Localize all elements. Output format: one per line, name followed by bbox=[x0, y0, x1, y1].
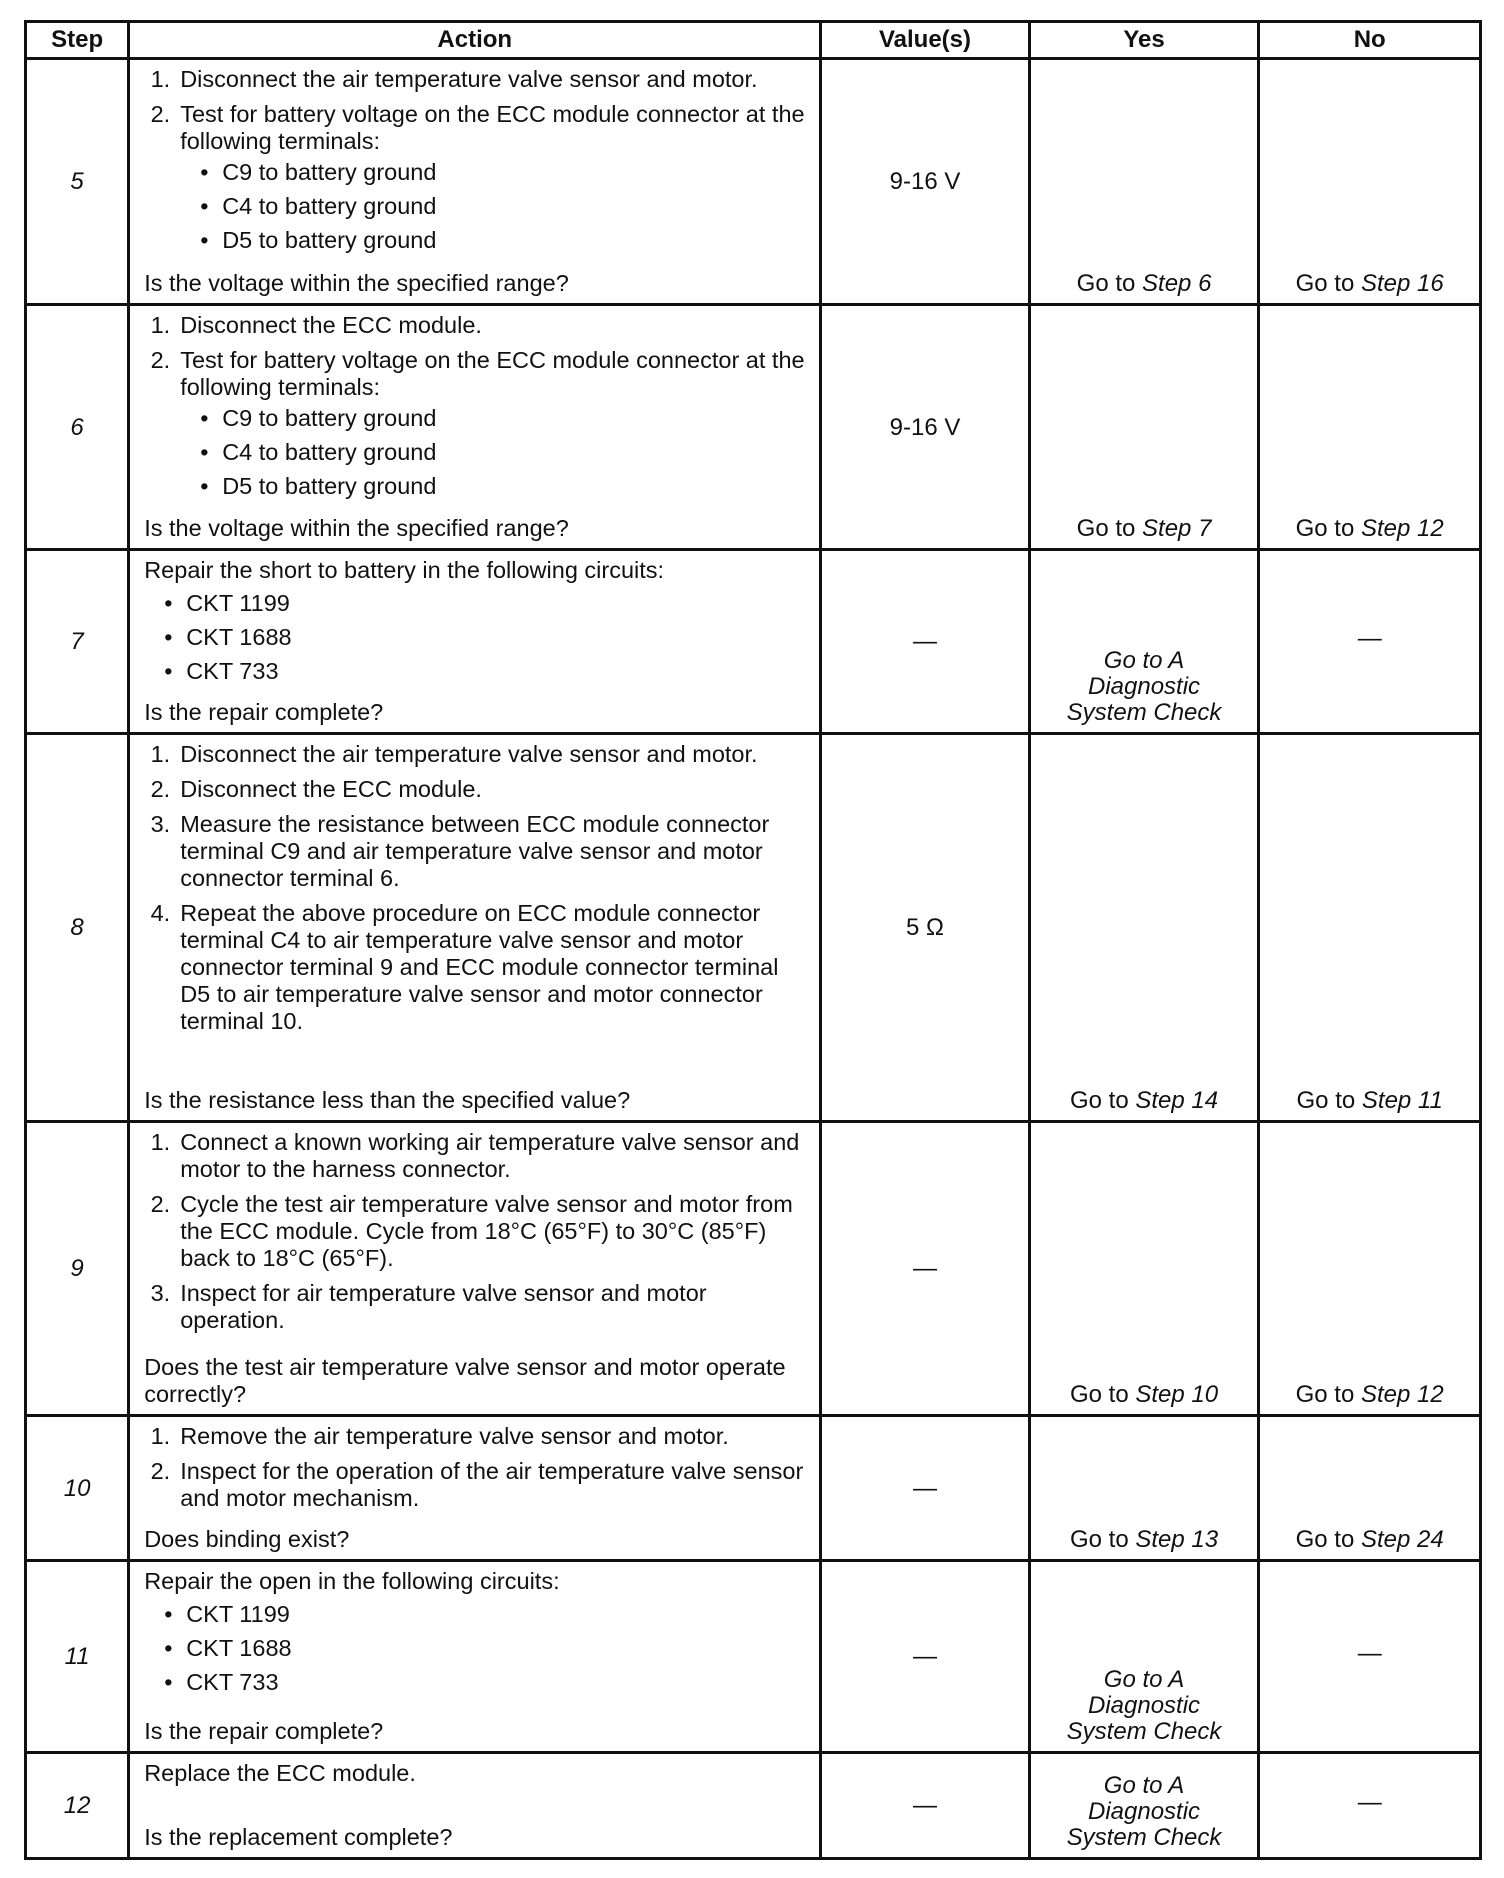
yes-cell bbox=[1029, 1561, 1259, 1753]
action-cell bbox=[129, 1121, 821, 1415]
yes-cell: Go to Step 6 bbox=[1029, 59, 1259, 305]
bullet-item: • D5 to battery ground bbox=[200, 227, 809, 254]
yes-cell: Go to Step 13 bbox=[1029, 1416, 1259, 1561]
bullet-item: • CKT 1688 bbox=[164, 624, 809, 651]
list-item: 2. Inspect for the operation of the air temperature valve sensor and motor mechanism. bbox=[150, 1458, 804, 1512]
check-link[interactable]: Go to A Diagnostic System Check bbox=[1066, 1772, 1222, 1851]
step-number: 7 bbox=[26, 550, 129, 734]
step-number: 8 bbox=[26, 734, 129, 1122]
value-cell: — bbox=[821, 1561, 1029, 1753]
action-cell bbox=[129, 550, 821, 734]
step-number: 12 bbox=[26, 1753, 129, 1859]
check-link[interactable]: Go to A Diagnostic System Check bbox=[1066, 1666, 1222, 1746]
no-cell: Go to Step 24 bbox=[1259, 1416, 1481, 1561]
action-cell bbox=[129, 1561, 821, 1753]
yes-cell bbox=[1029, 550, 1259, 734]
check-link[interactable]: Go to A Diagnostic System Check bbox=[1066, 647, 1222, 727]
question-text: Is the resistance less than the specified value? bbox=[144, 1086, 631, 1113]
diagnostic-table bbox=[24, 20, 1482, 1860]
value-cell: — bbox=[821, 1416, 1029, 1561]
question-text: Is the voltage within the specified range? bbox=[144, 515, 569, 542]
step-number: 10 bbox=[26, 1416, 129, 1561]
step-number: 6 bbox=[26, 304, 129, 550]
step-link[interactable]: Step 14 bbox=[1135, 1086, 1219, 1114]
table-row bbox=[26, 1416, 1481, 1561]
bullet-list bbox=[180, 159, 809, 254]
list-item: 2. Test for battery voltage on the ECC module connector at the following terminals: • C9 to battery ground • C4 to battery ground • D5 to battery ground bbox=[172, 347, 809, 500]
step-number: 11 bbox=[26, 1561, 129, 1753]
step-link[interactable]: Step 13 bbox=[1135, 1526, 1219, 1554]
action-cell bbox=[129, 1416, 821, 1561]
step-number: 9 bbox=[26, 1121, 129, 1415]
table-row bbox=[26, 734, 1481, 1122]
procedure-list bbox=[144, 312, 809, 500]
procedure-list bbox=[144, 1129, 809, 1334]
list-item: 3. Measure the resistance between ECC module connector terminal C9 and air temperature valve sensor and motor connector terminal 6. bbox=[150, 811, 770, 892]
step-link[interactable]: Step 12 bbox=[1361, 515, 1444, 543]
list-item: 2. Test for battery voltage on the ECC module connector at the following terminals: • C9 to battery ground • C4 to battery ground • D5 to battery ground bbox=[172, 101, 809, 254]
header-step: Step bbox=[26, 22, 129, 59]
step-number: 5 bbox=[26, 59, 129, 305]
step-link[interactable]: Step 7 bbox=[1142, 515, 1212, 543]
table-row bbox=[26, 1753, 1481, 1859]
procedure-list bbox=[144, 66, 809, 254]
yes-cell: Go to Step 14 bbox=[1029, 734, 1259, 1122]
bullet-item: • C4 to battery ground bbox=[200, 439, 809, 466]
header-no: No bbox=[1259, 22, 1481, 59]
action-cell bbox=[129, 1753, 821, 1859]
table-row bbox=[26, 59, 1481, 305]
value-cell: 5 Ω bbox=[821, 734, 1029, 1122]
step-link[interactable]: Step 16 bbox=[1361, 269, 1444, 297]
list-item: 1. Connect a known working air temperature valve sensor and motor to the harness connector. bbox=[150, 1128, 800, 1182]
list-item: 3. Inspect for air temperature valve sensor and motor operation. bbox=[150, 1279, 707, 1333]
list-item: 1. Remove the air temperature valve sensor and motor. bbox=[150, 1423, 729, 1450]
bullet-item: • C9 to battery ground bbox=[200, 405, 809, 432]
no-cell: Go to Step 12 bbox=[1259, 304, 1481, 550]
question-text: Is the repair complete? bbox=[144, 699, 384, 726]
value-cell: — bbox=[821, 550, 1029, 734]
value-cell: — bbox=[821, 1753, 1029, 1859]
list-item: 1. Disconnect the air temperature valve sensor and motor. bbox=[150, 66, 758, 92]
step-link[interactable]: Step 6 bbox=[1142, 269, 1212, 297]
table-row bbox=[26, 1121, 1481, 1415]
header-row bbox=[26, 22, 1481, 59]
no-cell: Go to Step 12 bbox=[1259, 1121, 1481, 1415]
question-text: Does the test air temperature valve sensor and motor operate correctly? bbox=[144, 1354, 786, 1408]
bullet-item: • C9 to battery ground bbox=[200, 159, 809, 186]
procedure-list bbox=[144, 1423, 809, 1512]
value-cell: 9-16 V bbox=[821, 59, 1029, 305]
step-link[interactable]: Step 11 bbox=[1361, 1086, 1443, 1114]
list-item: 4. Repeat the above procedure on ECC module connector terminal C4 to air temperature valve sensor and motor connector terminal 9 and ECC module connector terminal D5 to air temperature valve sensor and motor connector terminal 10. bbox=[150, 900, 779, 1035]
header-yes: Yes bbox=[1029, 22, 1259, 59]
bullet-item: • CKT 1199 bbox=[164, 1601, 809, 1628]
no-cell: — bbox=[1259, 1753, 1481, 1859]
action-cell bbox=[129, 59, 821, 305]
question-text: Is the replacement complete? bbox=[144, 1824, 453, 1850]
header-action: Action bbox=[129, 22, 821, 59]
step-link[interactable]: Step 12 bbox=[1361, 1381, 1444, 1409]
header-values: Value(s) bbox=[821, 22, 1029, 59]
bullet-item: • CKT 733 bbox=[164, 1669, 809, 1696]
no-cell: Go to Step 16 bbox=[1259, 59, 1481, 305]
yes-cell: Go to Step 7 bbox=[1029, 304, 1259, 550]
action-intro: Repair the short to battery in the following circuits: bbox=[144, 557, 665, 584]
procedure-list bbox=[144, 741, 809, 1035]
no-cell: — bbox=[1259, 1561, 1481, 1753]
bullet-list bbox=[144, 1601, 809, 1696]
question-text: Is the voltage within the specified range? bbox=[144, 269, 569, 296]
table-row bbox=[26, 304, 1481, 550]
table-row bbox=[26, 1561, 1481, 1753]
yes-cell bbox=[1029, 1753, 1259, 1859]
step-link[interactable]: Step 24 bbox=[1361, 1526, 1444, 1554]
bullet-item: • CKT 1688 bbox=[164, 1635, 809, 1662]
action-cell bbox=[129, 304, 821, 550]
bullet-item: • D5 to battery ground bbox=[200, 473, 809, 500]
value-cell: — bbox=[821, 1121, 1029, 1415]
question-text: Does binding exist? bbox=[144, 1526, 350, 1553]
no-cell: Go to Step 11 bbox=[1259, 734, 1481, 1122]
yes-cell: Go to Step 10 bbox=[1029, 1121, 1259, 1415]
step-link[interactable]: Step 10 bbox=[1135, 1381, 1219, 1409]
action-intro: Replace the ECC module. bbox=[144, 1760, 416, 1787]
no-cell: — bbox=[1259, 550, 1481, 734]
list-item: 2. Disconnect the ECC module. bbox=[150, 776, 482, 803]
bullet-item: • C4 to battery ground bbox=[200, 193, 809, 220]
bullet-list bbox=[180, 405, 809, 500]
action-cell bbox=[129, 734, 821, 1122]
list-item: 1. Disconnect the ECC module. bbox=[150, 311, 482, 338]
table-row bbox=[26, 550, 1481, 734]
value-cell: 9-16 V bbox=[821, 304, 1029, 550]
list-item: 2. Cycle the test air temperature valve sensor and motor from the ECC module. Cycle from 18°C (65°F) to 30°C (85°F) back to 18°C (65°F). bbox=[150, 1190, 793, 1271]
bullet-list bbox=[144, 590, 809, 685]
bullet-item: • CKT 733 bbox=[164, 658, 809, 685]
action-intro: Repair the open in the following circuits: bbox=[144, 1568, 560, 1595]
question-text: Is the repair complete? bbox=[144, 1718, 384, 1745]
bullet-item: • CKT 1199 bbox=[164, 590, 809, 617]
list-item: 1. Disconnect the air temperature valve sensor and motor. bbox=[150, 741, 758, 768]
